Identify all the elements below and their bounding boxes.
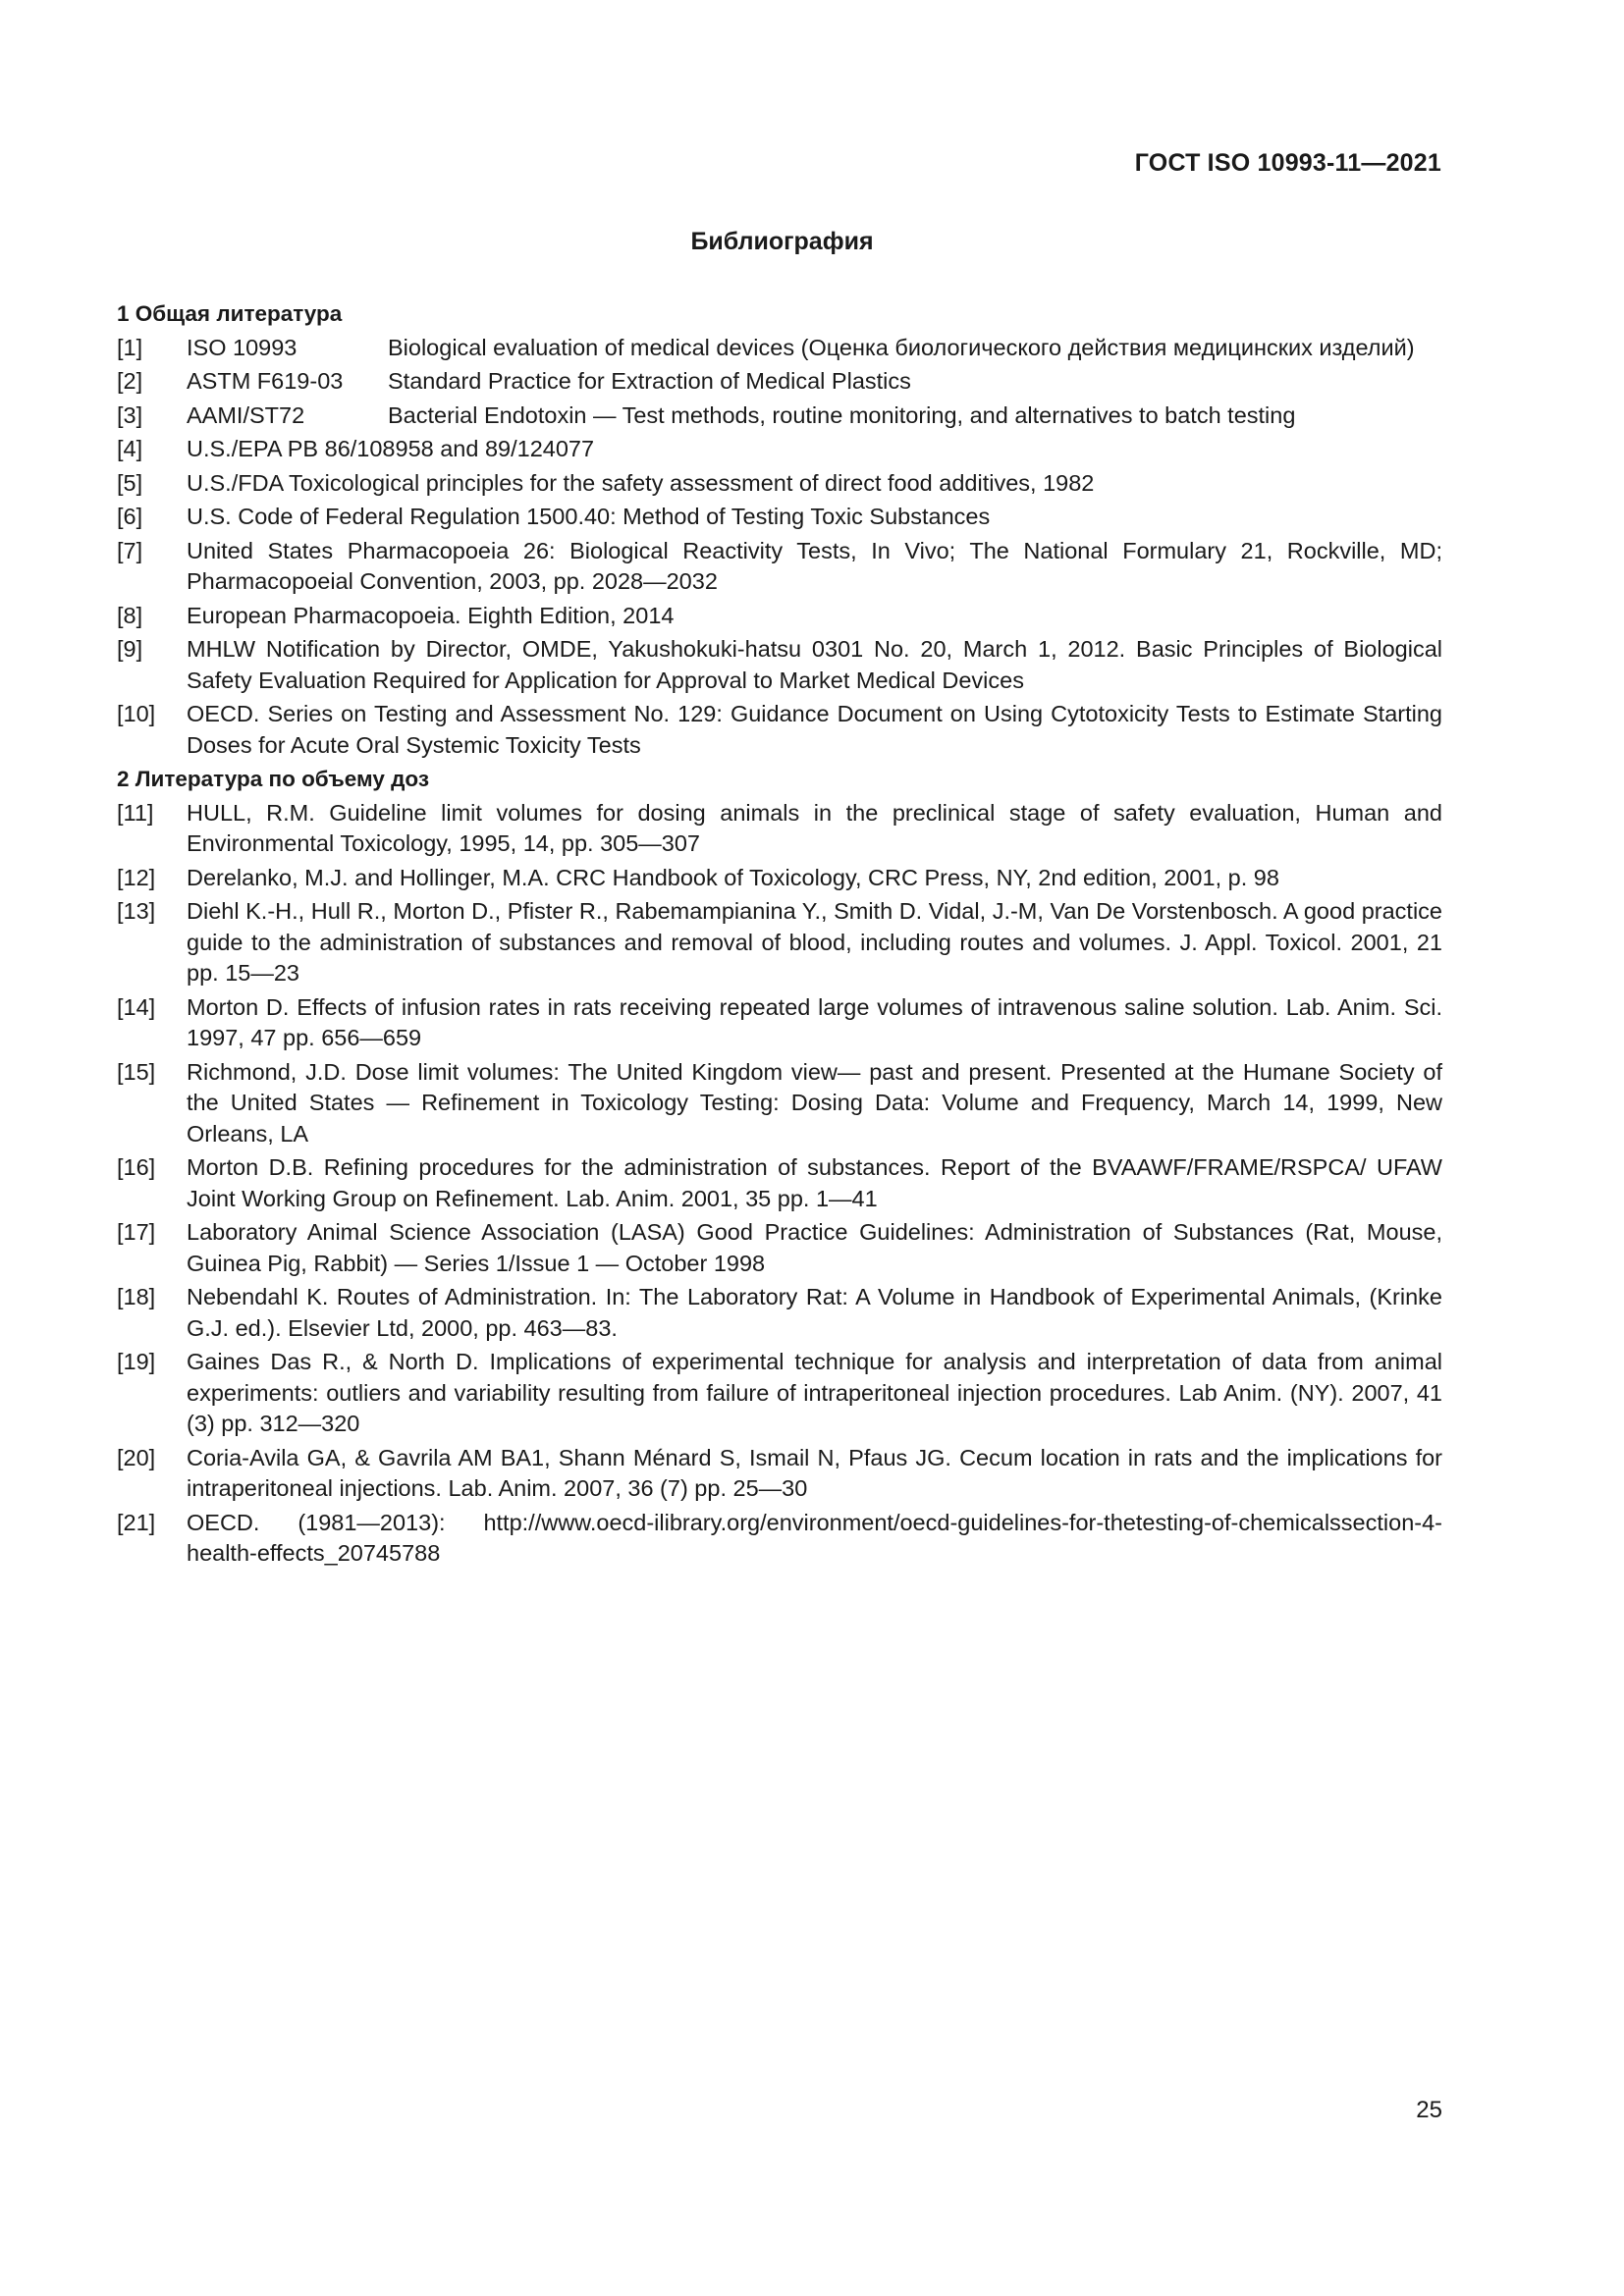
reference-text: Diehl K.-H., Hull R., Morton D., Pfister R., Rabemampianina Y., Smith D. Vidal, J.-M, Van De Vorstenbosch. A good practice guide to the administration of substances and removal of blood, including routes and volumes. J. Appl. Toxicol. 2001, 21 pp. 15—23 bbox=[187, 898, 1442, 986]
document-code: ГОСТ ISO 10993-11—2021 bbox=[1134, 149, 1441, 177]
reference-text: Richmond, J.D. Dose limit volumes: The United Kingdom view— past and present. Presented at the Humane Society of the United States — Refinement in Toxicology Testing: Dosing Data: Volume and Frequency, March 14, 1999, New Orleans, LA bbox=[187, 1058, 1442, 1147]
reference-code: AAMI/ST72 bbox=[187, 401, 305, 428]
reference-number: [3] bbox=[117, 401, 143, 428]
reference-item bbox=[117, 1347, 1442, 1440]
reference-text: HULL, R.M. Guideline limit volumes for dosing animals in the preclinical stage of safety evaluation, Human and Environmental Toxicology, 1995, 14, pp. 305—307 bbox=[187, 799, 1442, 856]
reference-item bbox=[117, 468, 1442, 500]
reference-text: European Pharmacopoeia. Eighth Edition, 2014 bbox=[187, 602, 675, 628]
reference-item bbox=[117, 1217, 1442, 1279]
bibliography-content bbox=[117, 298, 1442, 1573]
reference-item bbox=[117, 601, 1442, 632]
reference-number: [5] bbox=[117, 469, 143, 496]
reference-text: Morton D.B. Refining procedures for the administration of substances. Report of the BVAAWF/FRAME/RSPCA/ UFAW Joint Working Group on Refinement. Lab. Anim. 2001, 35 pp. 1—41 bbox=[187, 1154, 1442, 1211]
reference-item bbox=[117, 400, 1442, 432]
reference-number: [17] bbox=[117, 1219, 156, 1245]
reference-item bbox=[117, 634, 1442, 696]
reference-item bbox=[117, 366, 1442, 398]
reference-item bbox=[117, 1508, 1442, 1570]
reference-number: [12] bbox=[117, 864, 156, 890]
reference-number: [10] bbox=[117, 701, 156, 726]
reference-item bbox=[117, 896, 1442, 989]
reference-item bbox=[117, 1152, 1442, 1214]
page-number: 25 bbox=[1416, 2097, 1442, 2123]
reference-text: Gaines Das R., & North D. Implications of experimental technique for analysis and interpretation of data from animal experiments: outliers and variability resulting from failure of intraperitoneal injection procedures. Lab Anim. (NY). 2007, 41 (3) pp. 312—320 bbox=[187, 1349, 1442, 1436]
page-title: Библиография bbox=[690, 228, 874, 255]
reference-item bbox=[117, 1443, 1442, 1505]
reference-number: [15] bbox=[117, 1058, 156, 1085]
reference-text: Morton D. Effects of infusion rates in rats receiving repeated large volumes of intravenous saline solution. Lab. Anim. Sci. 1997, 47 pp. 656—659 bbox=[187, 993, 1442, 1050]
reference-text: U.S./EPA PB 86/108958 and 89/124077 bbox=[187, 436, 595, 461]
reference-number: [18] bbox=[117, 1284, 156, 1309]
reference-item bbox=[117, 536, 1442, 598]
reference-code: ISO 10993 bbox=[187, 334, 298, 360]
reference-text: OECD. (1981—2013): http://www.oecd-ilibrary.org/environment/oecd-guidelines-for-thetesting-of-chemicalssection-4-health-effects_20745788 bbox=[187, 1509, 1442, 1566]
reference-number: [14] bbox=[117, 993, 156, 1020]
reference-text: United States Pharmacopoeia 26: Biological Reactivity Tests, In Vivo; The National Formulary 21, Rockville, MD; Pharmacopoeial Convention, 2003, pp. 2028—2032 bbox=[187, 537, 1442, 594]
reference-title: Biological evaluation of medical devices (Оценка биологического действия медицинских изделий) bbox=[388, 334, 1415, 360]
reference-item bbox=[117, 434, 1442, 465]
reference-code: ASTM F619-03 bbox=[187, 368, 344, 394]
reference-text bbox=[187, 366, 1442, 398]
reference-number: [21] bbox=[117, 1509, 156, 1535]
reference-text: Coria-Avila GA, & Gavrila AM BA1, Shann Ménard S, Ismail N, Pfaus JG. Cecum location in rats and the implications for intraperitoneal injections. Lab. Anim. 2007, 36 (7) pp. 25—30 bbox=[187, 1444, 1442, 1501]
reference-number: [20] bbox=[117, 1444, 156, 1470]
section-heading: 1 Общая литература bbox=[117, 301, 343, 326]
reference-text: OECD. Series on Testing and Assessment No. 129: Guidance Document on Using Cytotoxicity Tests to Estimate Starting Doses for Acute Oral Systemic Toxicity Tests bbox=[187, 701, 1442, 758]
reference-text bbox=[187, 400, 1442, 432]
reference-text: U.S./FDA Toxicological principles for the safety assessment of direct food additives, 1982 bbox=[187, 469, 1095, 496]
reference-number: [1] bbox=[117, 334, 143, 360]
reference-number: [7] bbox=[117, 537, 143, 563]
reference-title: Bacterial Endotoxin — Test methods, routine monitoring, and alternatives to batch testing bbox=[388, 401, 1296, 428]
reference-number: [4] bbox=[117, 436, 143, 461]
reference-number: [11] bbox=[117, 799, 154, 826]
reference-title: Standard Practice for Extraction of Medical Plastics bbox=[388, 368, 911, 394]
reference-number: [8] bbox=[117, 602, 143, 628]
reference-item bbox=[117, 992, 1442, 1054]
reference-text bbox=[187, 333, 1442, 364]
reference-number: [13] bbox=[117, 898, 156, 924]
reference-text: MHLW Notification by Director, OMDE, Yakushokuki-hatsu 0301 No. 20, March 1, 2012. Basic Principles of Biological Safety Evaluation Required for Application for Approval to Market Medical Devices bbox=[187, 636, 1442, 693]
reference-text: U.S. Code of Federal Regulation 1500.40: Method of Testing Toxic Substances bbox=[187, 504, 991, 529]
reference-number: [6] bbox=[117, 504, 143, 529]
section-heading: 2 Литература по объему доз bbox=[117, 767, 430, 791]
reference-number: [16] bbox=[117, 1154, 156, 1180]
reference-text: Laboratory Animal Science Association (LASA) Good Practice Guidelines: Administration of Substances (Rat, Mouse, Guinea Pig, Rabbit) — Series 1/Issue 1 — October 1998 bbox=[187, 1219, 1442, 1276]
reference-number: [2] bbox=[117, 368, 143, 394]
reference-number: [19] bbox=[117, 1349, 156, 1374]
reference-text: Derelanko, M.J. and Hollinger, M.A. CRC Handbook of Toxicology, CRC Press, NY, 2nd edition, 2001, p. 98 bbox=[187, 864, 1279, 890]
reference-text: Nebendahl K. Routes of Administration. In: The Laboratory Rat: A Volume in Handbook of Experimental Animals, (Krinke G.J. ed.). Elsevier Ltd, 2000, pp. 463—83. bbox=[187, 1284, 1442, 1341]
reference-item bbox=[117, 798, 1442, 860]
reference-item bbox=[117, 1057, 1442, 1150]
reference-item bbox=[117, 333, 1442, 364]
reference-item bbox=[117, 863, 1442, 894]
reference-item bbox=[117, 1282, 1442, 1344]
reference-number: [9] bbox=[117, 636, 143, 662]
reference-item bbox=[117, 699, 1442, 761]
reference-item bbox=[117, 502, 1442, 533]
